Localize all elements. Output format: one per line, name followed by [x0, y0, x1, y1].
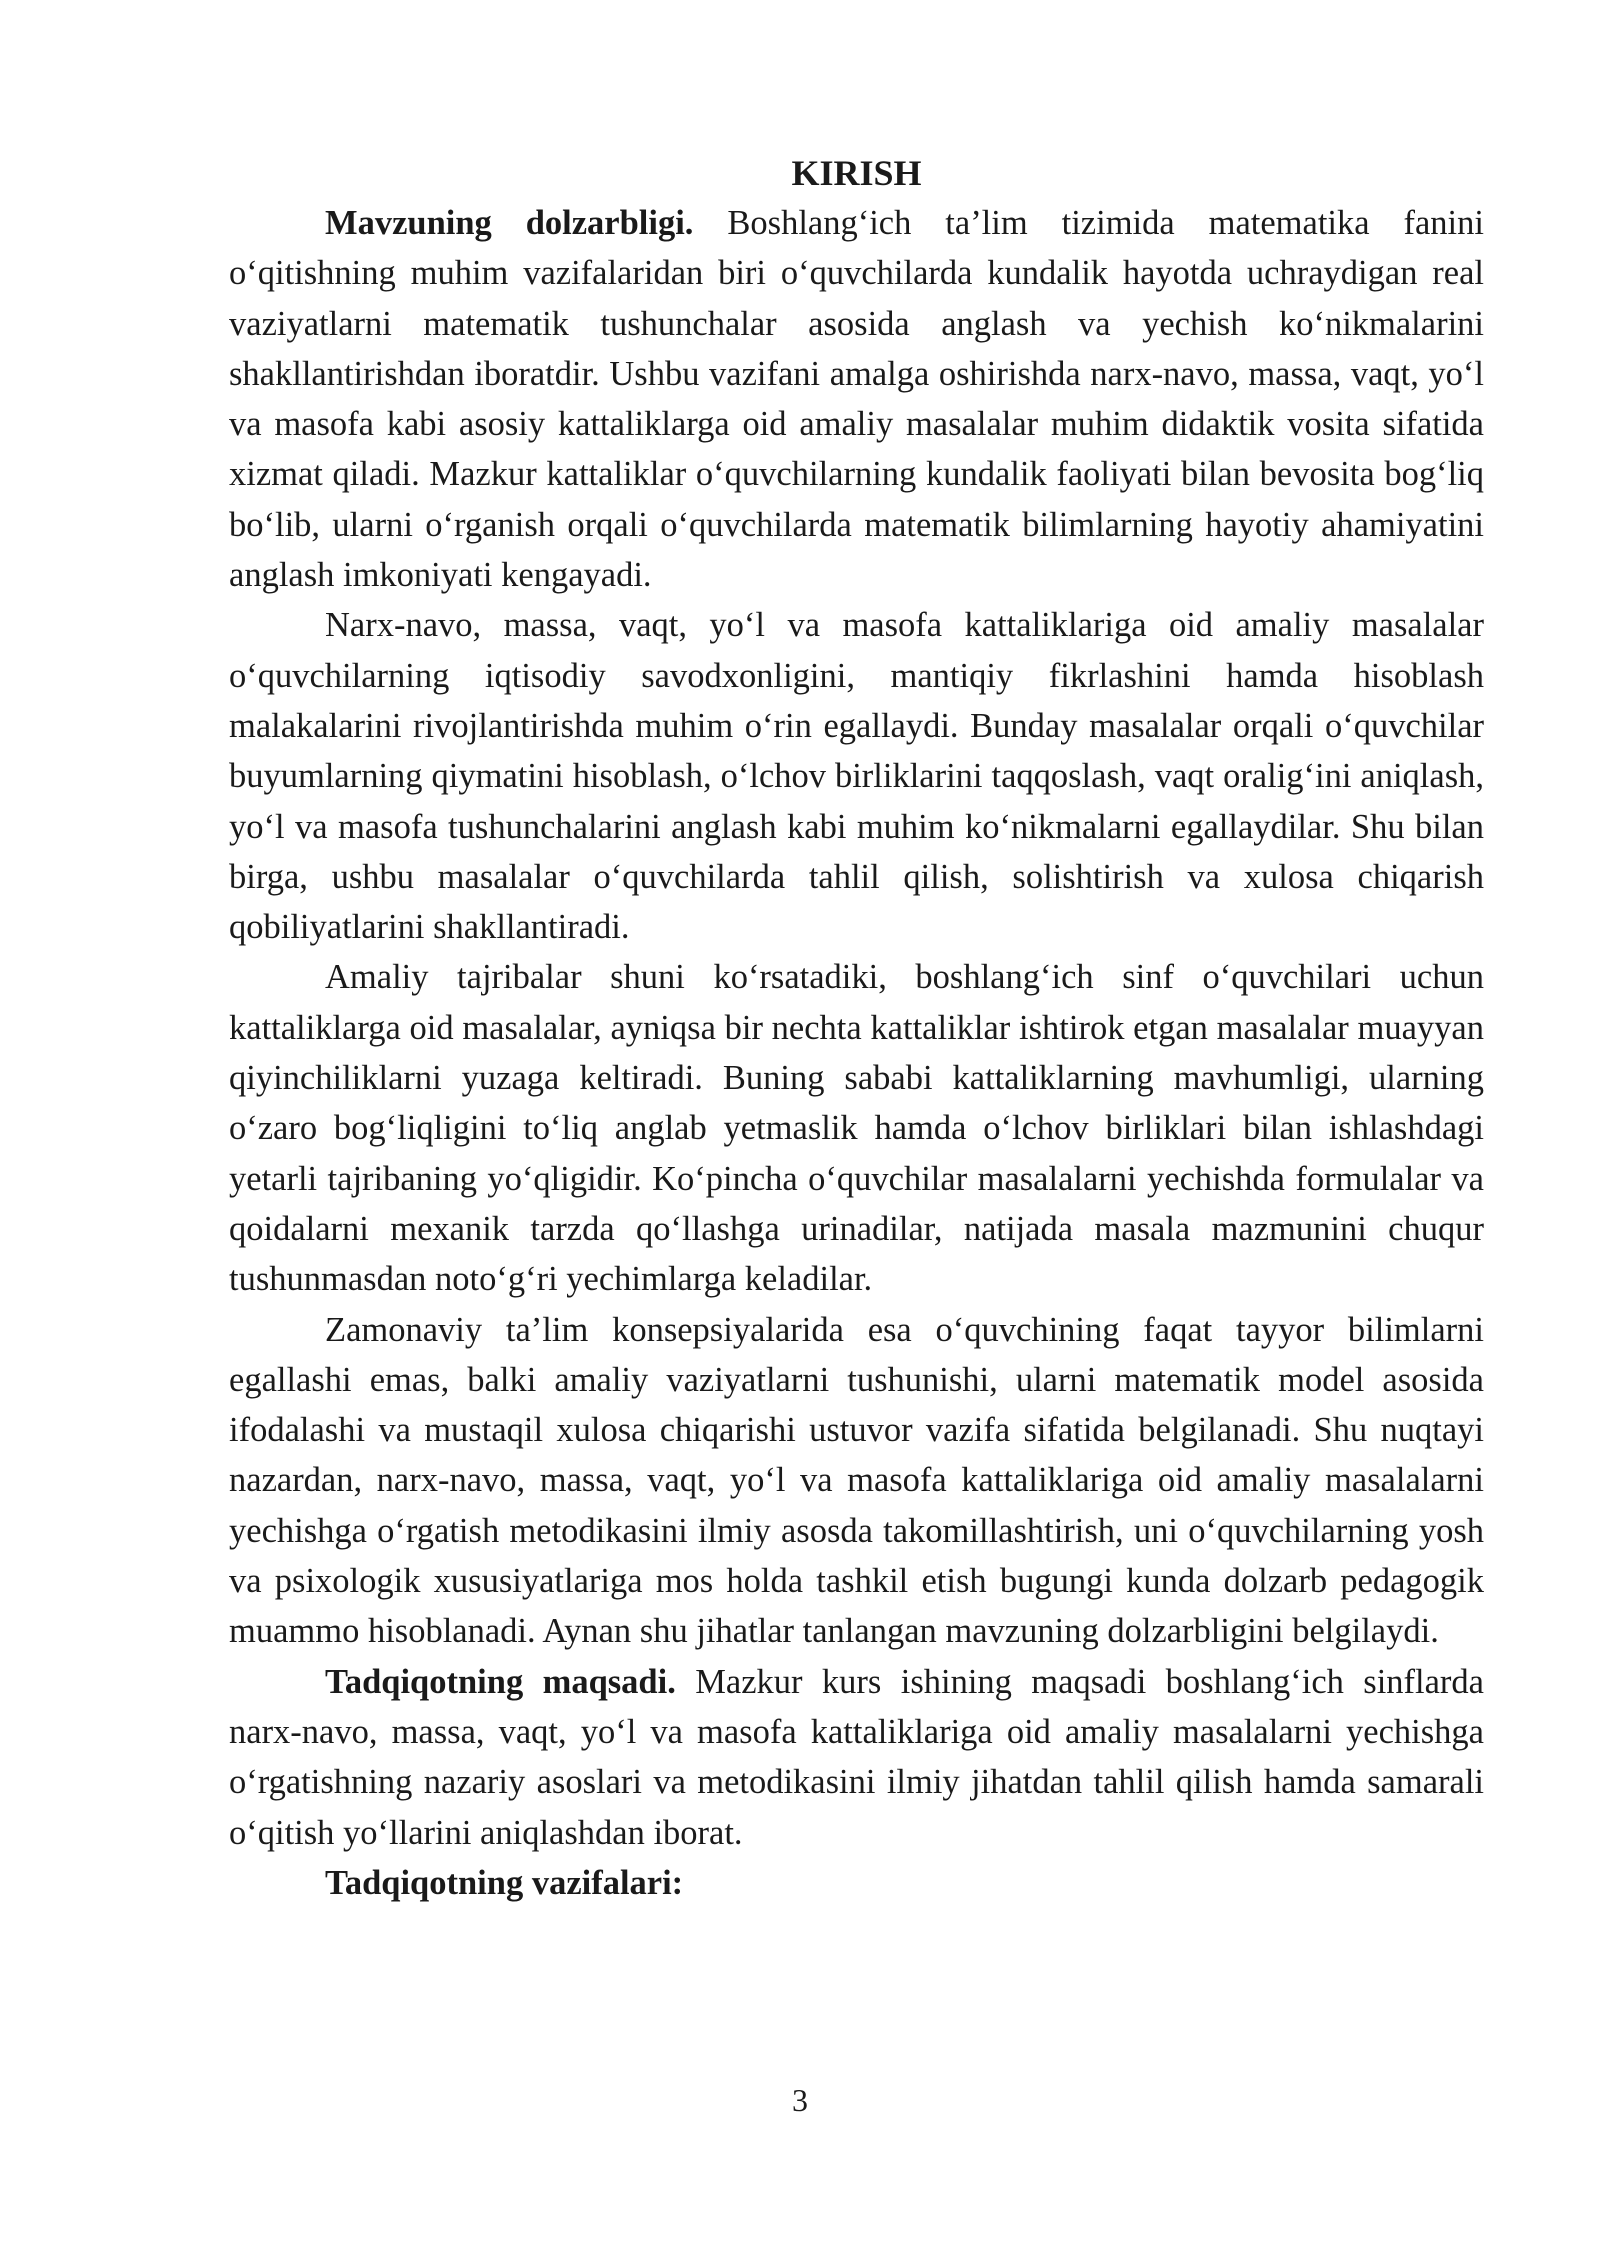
paragraph-body [229, 952, 1484, 1304]
paragraph-relevance [229, 198, 1484, 600]
page-number: 3 [792, 2082, 808, 2118]
paragraph-text: Mazkur kurs ishining maqsadi boshlang‘ich sinflarda narx-navo, massa, vaqt, yo‘l va masofa kattaliklariga oid amaliy masalalarni yechishga o‘rgatishning nazariy asoslari va metodikasini ilmiy jihatdan tahlil qilish hamda samarali o‘qitish yo‘llarini aniqlashdan iborat. [229, 1662, 1484, 1852]
paragraph-goal [229, 1657, 1484, 1858]
paragraph-text: Narx-navo, massa, vaqt, yo‘l va masofa kattaliklariga oid amaliy masalalar o‘quvchilarning iqtisodiy savodxonligini, mantiqiy fikrlashini hamda hisoblash malakalarini rivojlantirishda muhim o‘rin egallaydi. Bunday masalalar orqali o‘quvchilar buyumlarning qiymatini hisoblash, o‘lchov birliklarini taqqoslash, vaqt oralig‘ini aniqlash, yo‘l va masofa tushunchalarini anglash kabi muhim ko‘nikmalarni egallaydilar. Shu bilan birga, ushbu masalalar o‘quvchilarda tahlil qilish, solishtirish va xulosa chiqarish qobiliyatlarini shakllantiradi. [229, 606, 1484, 947]
paragraph-body [229, 600, 1484, 952]
paragraph-text: Amaliy tajribalar shuni ko‘rsatadiki, boshlang‘ich sinf o‘quvchilari uchun kattaliklarga oid masalalar, ayniqsa bir nechta kattaliklar ishtirok etgan masalalar muayyan qiyinchiliklarni yuzaga keltiradi. Buning sababi kattaliklarning mavhumligi, ularning o‘zaro bog‘liqligini to‘liq anglab yetmaslik hamda o‘lchov birliklari bilan ishlashdagi yetarli tajribaning yo‘qligidir. Ko‘pincha o‘quvchilar masalalarni yechishda formulalar va qoidalarni mexanik tarzda qo‘llashga urinadilar, natijada masala mazmunini chuqur tushunmasdan noto‘g‘ri yechimlarga keladilar. [229, 958, 1484, 1299]
paragraph-body [229, 1305, 1484, 1657]
section-heading-tasks: Tadqiqotning vazifalari: [325, 1863, 684, 1902]
page-content [229, 148, 1484, 1908]
paragraph-text: Zamonaviy ta’lim konsepsiyalarida esa o‘quvchining faqat tayyor bilimlarni egallashi emas, balki amaliy vaziyatlarni tushunishi, ularni matematik model asosida ifodalashi va mustaqil xulosa chiqarishi ustuvor vazifa sifatida belgilanadi. Shu nuqtayi nazardan, narx-navo, massa, vaqt, yo‘l va masofa kattaliklariga oid amaliy masalalarni yechishga o‘rgatish metodikasini ilmiy asosda takomillashtirish, uni o‘quvchilarning yosh va psixologik xususiyatlariga mos holda tashkil etish bugungi kunda dolzarb pedagogik muammo hisoblanadi. Aynan shu jihatlar tanlangan mavzuning dolzarbligini belgilaydi. [229, 1310, 1484, 1651]
paragraph-lead: Mavzuning dolzarbligi. [325, 204, 694, 242]
paragraph-text: Boshlang‘ich ta’lim tizimida matematika fanini o‘qitishning muhim vazifalaridan biri o‘quvchilarda kundalik hayotda uchraydigan real vaziyatlarni matematik tushunchalar asosida anglash va yechish ko‘nikmalarini shakllantirishdan iboratdir. Ushbu vazifani amalga oshirishda narx-navo, massa, vaqt, yo‘l va masofa kabi asosiy kattaliklarga oid amaliy masalalar muhim didaktik vosita sifatida xizmat qiladi. Mazkur kattaliklar o‘quvchilarning kundalik faoliyati bilan bevosita bog‘liq bo‘lib, ularni o‘rganish orqali o‘quvchilarda matematik bilimlarning hayotiy ahamiyatini anglash imkoniyati kengayadi. [229, 204, 1484, 595]
page-title: KIRISH [791, 153, 922, 193]
paragraph-lead: Tadqiqotning maqsadi. [325, 1662, 676, 1701]
